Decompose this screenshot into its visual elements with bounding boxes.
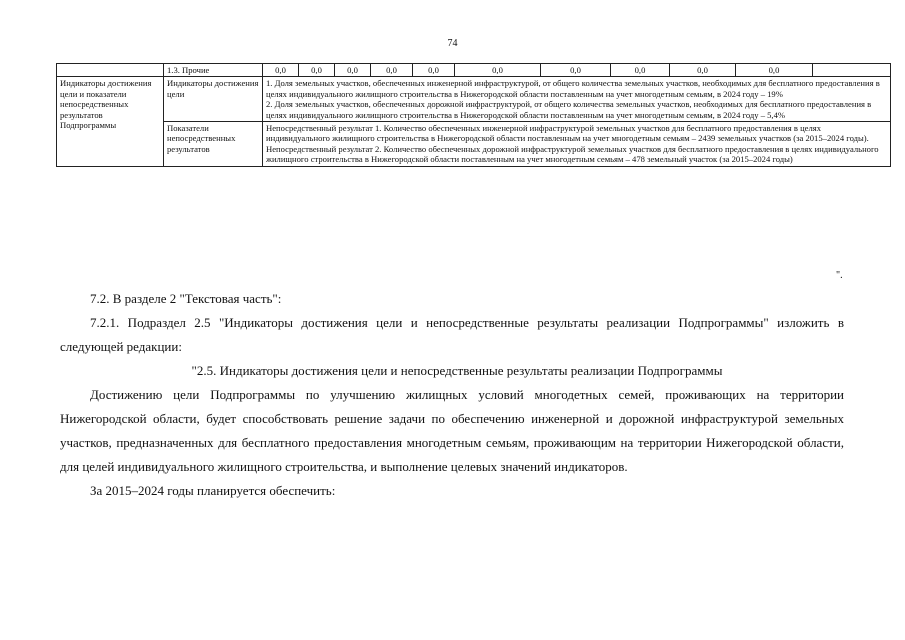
value-cell: 0,0 <box>371 64 413 77</box>
closing-quote: ". <box>836 270 843 281</box>
value-cell: 0,0 <box>455 64 541 77</box>
value-cell: 0,0 <box>299 64 335 77</box>
table-cell-empty <box>57 64 164 77</box>
paragraph-plan: За 2015–2024 годы планируется обеспечить: <box>90 483 336 498</box>
paragraph-subsection-2-5: 7.2.1. Подраздел 2.5 "Индикаторы достижения цели и непосредственные результаты реализации Подпрограммы" изложить в следующей редакции: <box>60 315 844 354</box>
table-row-direct-results <box>57 122 891 167</box>
goal-indicators-label: Индикаторы достижения цели <box>164 77 263 122</box>
paragraph-section-2: 7.2. В разделе 2 "Текстовая часть": <box>90 291 282 306</box>
direct-results-label: Показатели непосредственных результатов <box>164 122 263 167</box>
goal-indicator-1: 1. Доля земельных участков, обеспеченных инженерной инфраструктурой, от общего количества земельных участков, необходимых для бесплатного предоставления в целях индивидуального жилищного строительства в Нижегородской области поставленным на учет многодетным семьям, в 2024 году – 19% <box>266 78 880 99</box>
direct-result-2: Непосредственный результат 2. Количество обеспеченных дорожной инфраструктурой земельных участков для бесплатного предоставления в целях индивидуального жилищного строительства в Нижегородской области поставленным на учет многодетным семьям – 478 земельный участок (за 2015–2024 годы) <box>266 143 879 165</box>
value-cell: 0,0 <box>670 64 736 77</box>
paragraph-goal: Достижению цели Подпрограммы по улучшению жилищных условий многодетных семей, проживающих на территории Нижегородской области, будет способствовать решение задачи по обеспечению инженерной и дорожной инфраструктурой земельных участков, предназначенных для бесплатного предоставления многодетным семьям, проживающим на территории Нижегородской области, для целей индивидуального жилищного строительства, и выполнение целевых значений индикаторов. <box>60 387 844 474</box>
value-cell: 0,0 <box>263 64 299 77</box>
table-row-goal-indicators <box>57 77 891 122</box>
goal-indicators-text <box>263 77 891 122</box>
subsection-heading: "2.5. Индикаторы достижения цели и непосредственные результаты реализации Подпрограммы <box>191 363 723 378</box>
direct-results-text <box>263 122 891 167</box>
value-cell: 0,0 <box>736 64 813 77</box>
indicators-group-label: Индикаторы достижения цели и показатели непосредственных результатов Подпрограммы <box>57 77 164 166</box>
value-cell: 0,0 <box>541 64 611 77</box>
value-cell: 0,0 <box>611 64 670 77</box>
value-cell: 0,0 <box>413 64 455 77</box>
page-number: 74 <box>447 38 458 49</box>
indicators-table <box>56 63 891 167</box>
direct-result-1: Непосредственный результат 1. Количество обеспеченных инженерной инфраструктурой земельных участков для бесплатного предоставления в целях индивидуального жилищного строительства в Нижегородской области поставленным на учет многодетным семьям – 2439 земельных участков (за 2015–2024 годы). <box>266 123 869 144</box>
goal-indicator-2: 2. Доля земельных участков, обеспеченных дорожной инфраструктурой, от общего количества земельных участков, необходимых для бесплатного предоставления в целях индивидуального жилищного строительства в Нижегородской области поставленным на учет многодетным семьям, в 2024 году – 5,4% <box>266 99 872 120</box>
table-row-other <box>57 64 891 77</box>
value-cell: 0,0 <box>335 64 371 77</box>
value-cell <box>813 64 891 77</box>
row-label: 1.3. Прочие <box>164 64 263 77</box>
body-text <box>60 287 844 503</box>
